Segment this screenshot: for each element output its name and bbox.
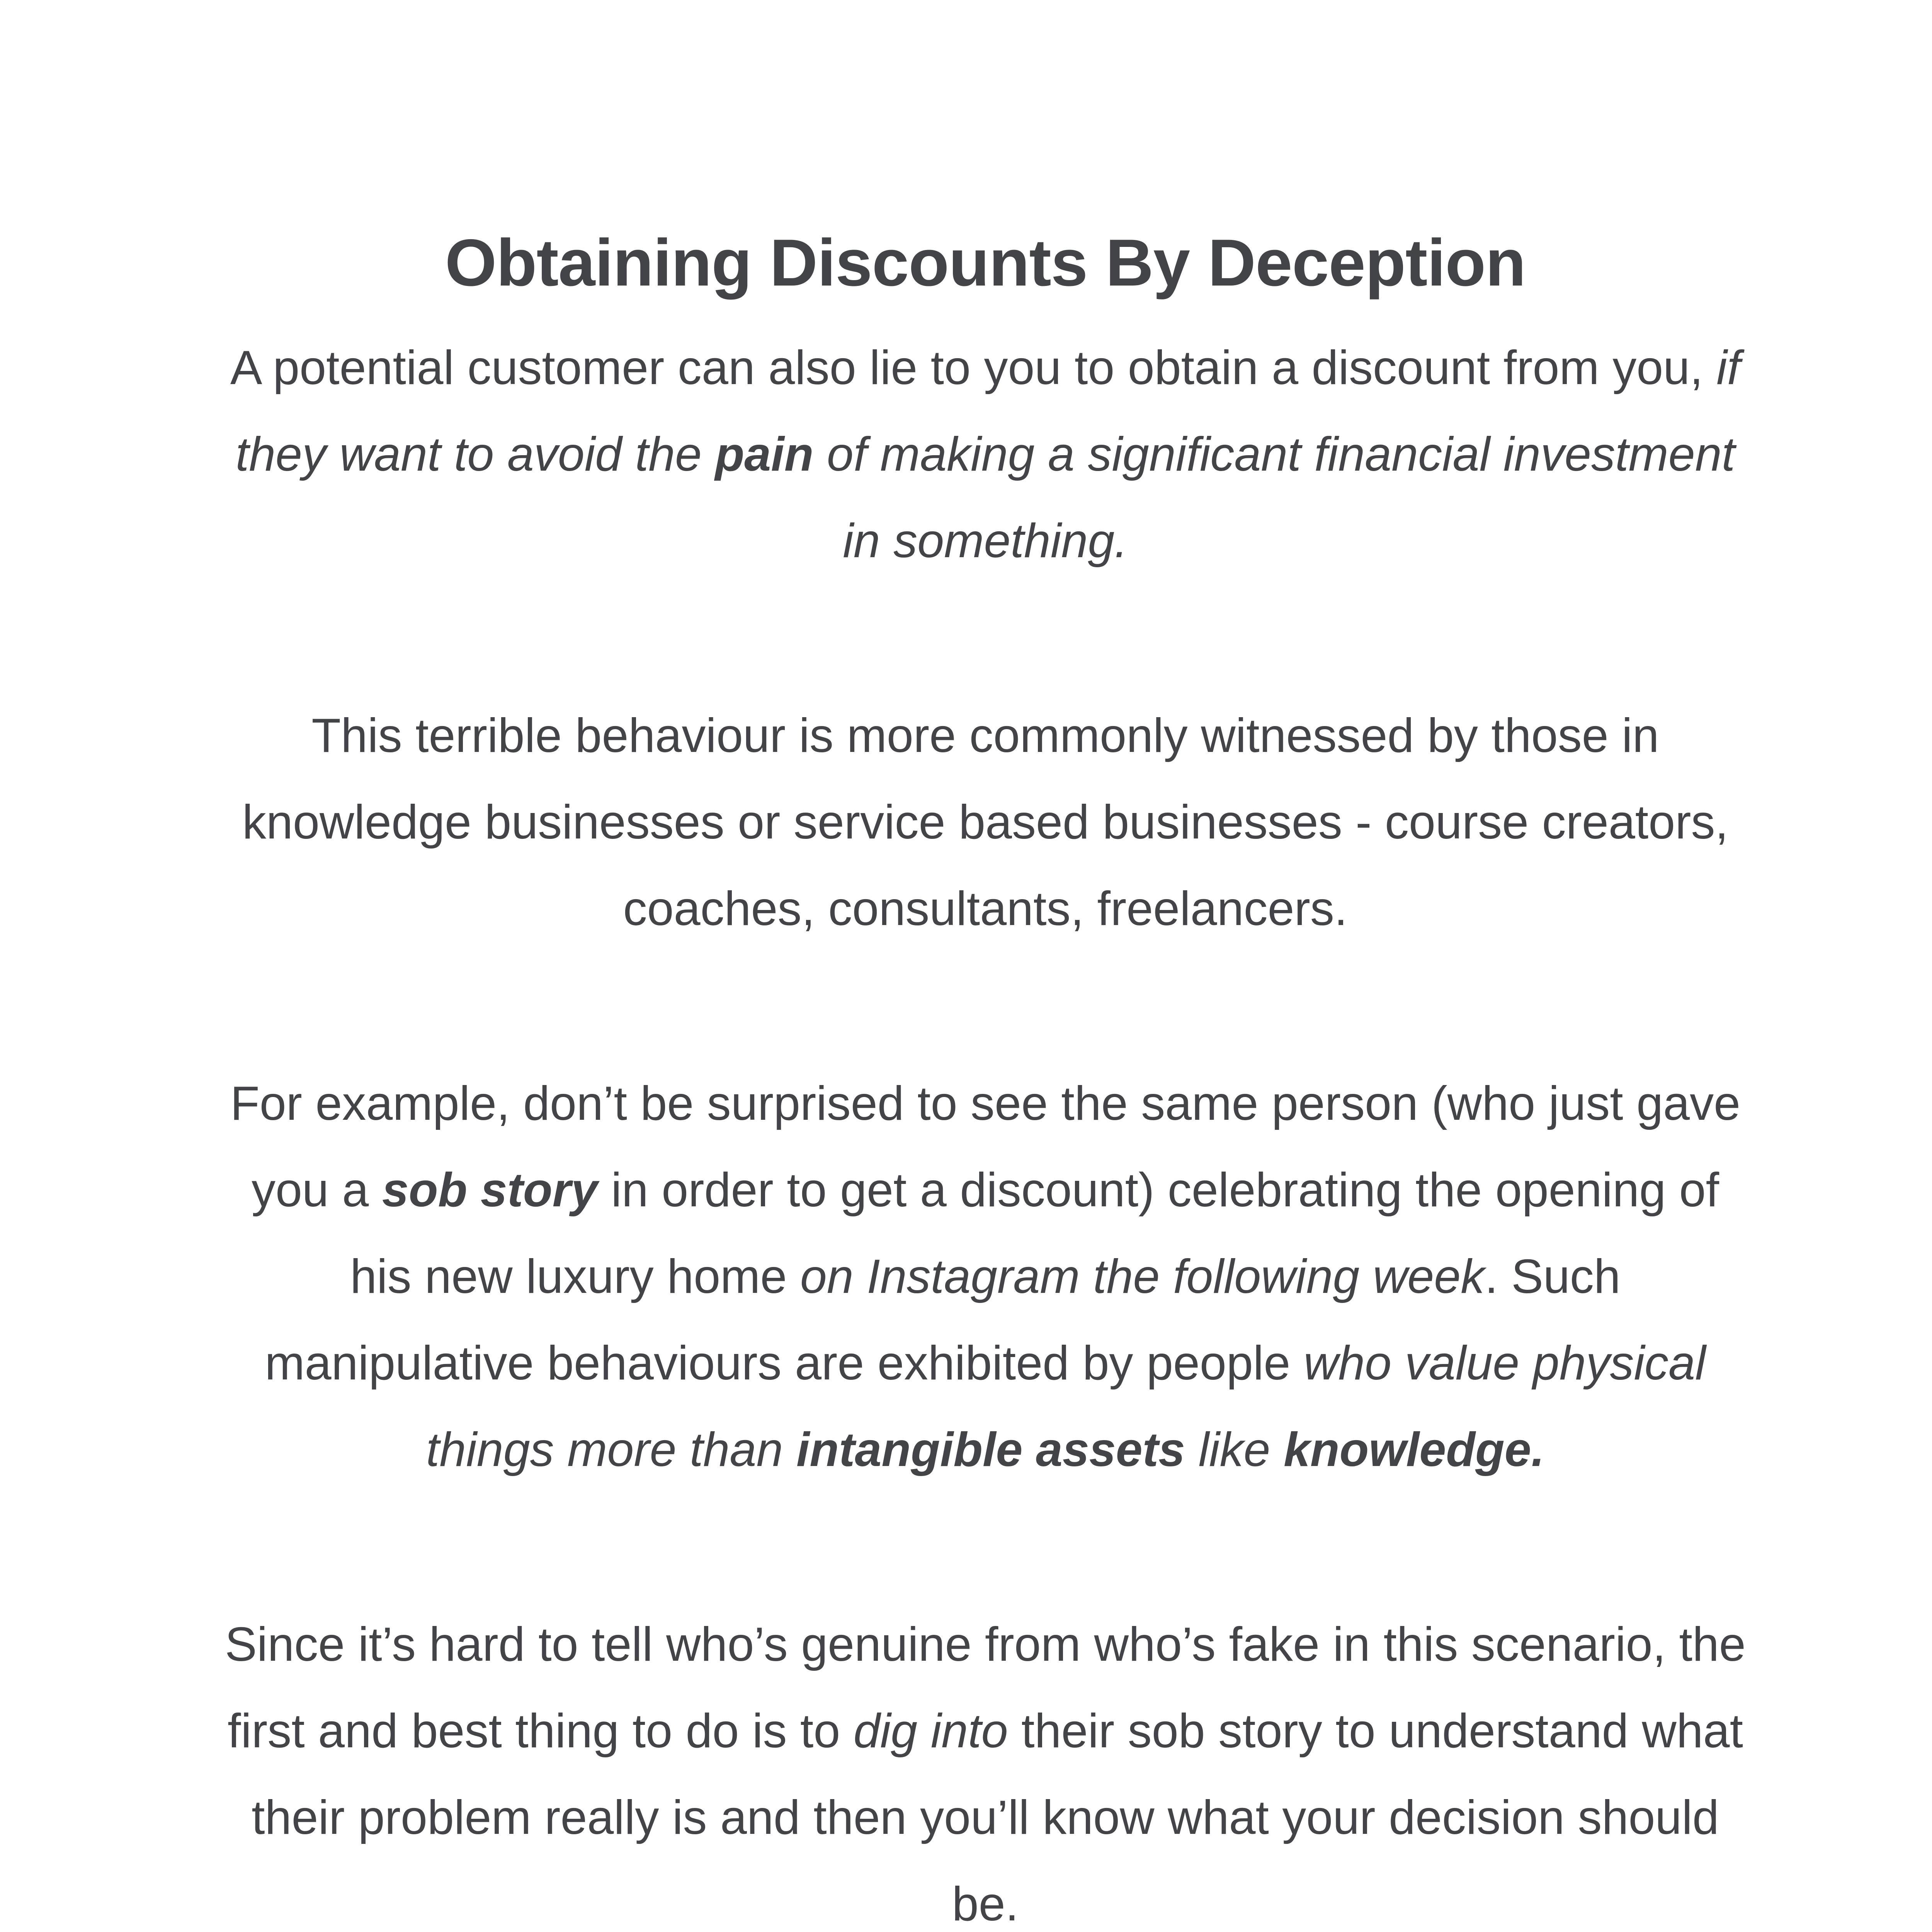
p1-text-d: of making a significant financial investment in something. bbox=[813, 428, 1735, 568]
p2-text-a: This terrible behaviour is more commonly witnessed by those in knowledge businesses or service based businesses - course creators, coaches, consultants, freelancers. bbox=[242, 709, 1728, 935]
p3-text-e: . Such manipulative behaviours are exhibited by people bbox=[265, 1250, 1621, 1390]
p3-bold-knowledge: knowledge. bbox=[1283, 1423, 1545, 1476]
paragraph-1 bbox=[216, 325, 1754, 584]
p3-text-h: like bbox=[1185, 1423, 1284, 1476]
p4-text-a: Since it’s hard to tell who’s genuine from who’s fake in this scenario, the first and best thing to do is to bbox=[225, 1618, 1746, 1758]
p1-text-a: A potential customer can also lie to you to obtain a discount from you, bbox=[230, 341, 1717, 395]
p4-italic-dig-into: dig into bbox=[853, 1704, 1008, 1758]
document-page bbox=[216, 224, 1754, 1932]
paragraph-2 bbox=[216, 692, 1754, 952]
p3-text-a: For example, don’t be surprised to see the same person (who just gave you a bbox=[230, 1077, 1741, 1217]
p3-bold-intangible-assets: intangible assets bbox=[796, 1423, 1185, 1476]
paragraph-3 bbox=[216, 1060, 1754, 1493]
p3-text-c: in order to get a discount) celebrating the opening of his new luxury home bbox=[350, 1163, 1719, 1303]
p3-bold-sob-story: sob story bbox=[382, 1163, 598, 1217]
p3-italic-instagram: on Instagram the following week bbox=[800, 1250, 1485, 1303]
p1-bold-pain: pain bbox=[715, 428, 814, 481]
p1-text-b: if they want to avoid the bbox=[235, 341, 1741, 481]
p3-text-f: who value physical things more than bbox=[426, 1337, 1706, 1476]
paragraph-4 bbox=[216, 1601, 1754, 1932]
page-title: Obtaining Discounts By Deception bbox=[445, 226, 1526, 300]
p4-text-c: their sob story to understand what their problem really is and then you’ll know what your decision should be. bbox=[252, 1704, 1743, 1931]
